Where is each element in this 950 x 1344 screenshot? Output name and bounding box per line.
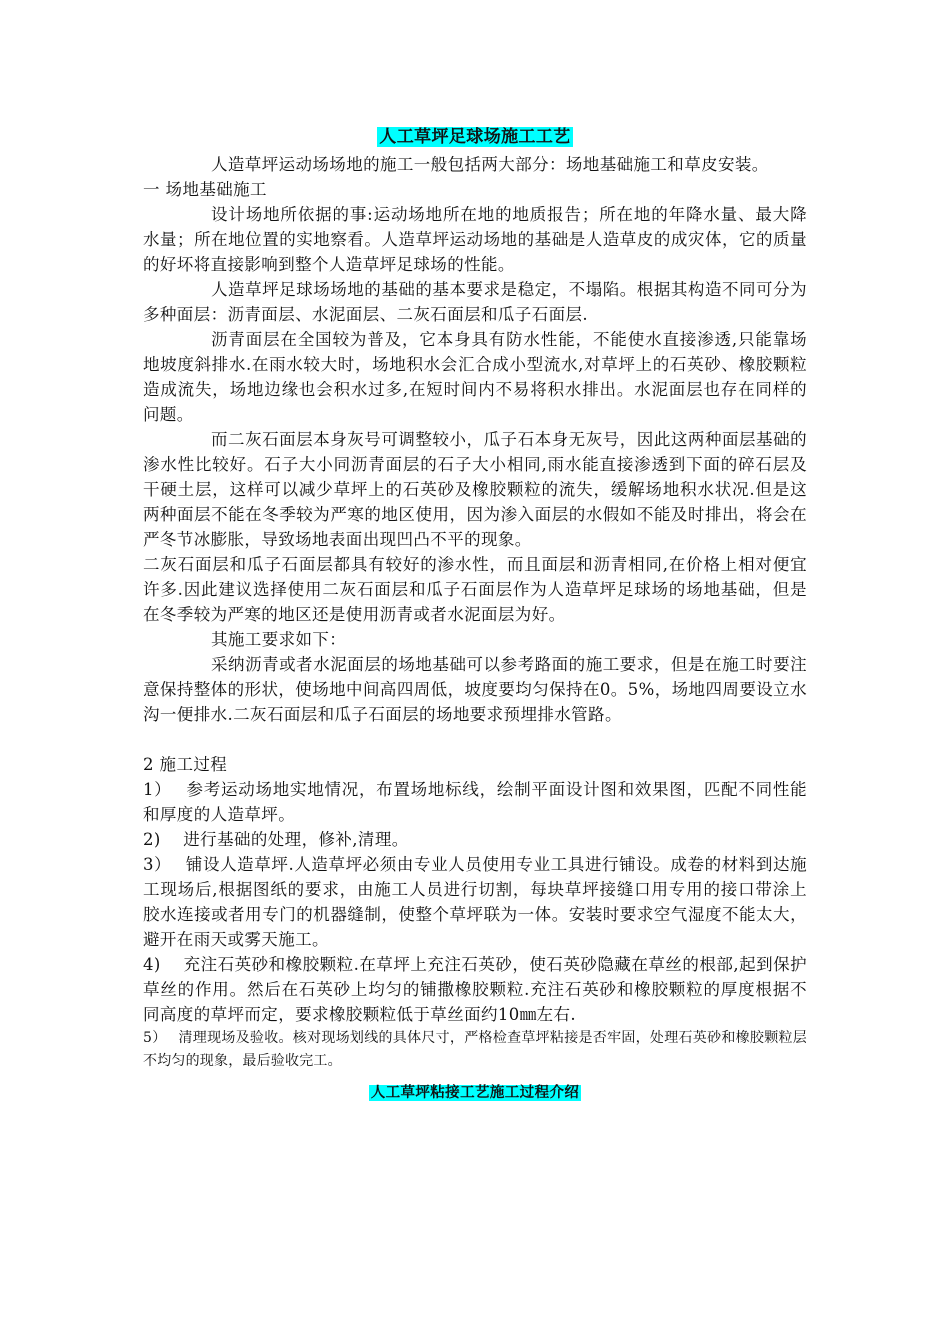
paragraph-site-design: 设计场地所依据的事:运动场地所在地的地质报告；所在地的年降水量、最大降水量；所在地位置的实地察看。人造草坪运动场地的基础是人造草皮的成灾体，它的质量的好坏将直接影响到整个人造草坪足球场的性能。 — [143, 205, 807, 274]
document-page — [143, 124, 807, 1106]
paragraph-lime-gravel-layer: 而二灰石面层本身灰号可调整较小，瓜子石本身无灰号，因此这两种面层基础的渗水性比较好。石子大小同沥青面层的石子大小相同,雨水能直接渗透到下面的碎石层及干硬土层，这样可以减少草坪上的石英砂及橡胶颗粒的流失，缓解场地积水状况.但是这两种面层不能在冬季较为严寒的地区使用，因为渗入面层的水假如不能及时排出，将会在严冬节冰膨胀，导致场地表面出现凹凸不平的现象。 — [143, 430, 807, 549]
subtitle-row — [143, 1079, 807, 1106]
paragraph-base-requirements: 人造草坪足球场场地的基础的基本要求是稳定，不塌陷。根据其构造不同可分为多种面层：沥青面层、水泥面层、二灰石面层和瓜子石面层. — [143, 280, 807, 324]
document-subtitle: 人工草坪粘接工艺施工过程介绍 — [370, 1085, 580, 1101]
step-item: 1） 参考运动场地实地情况，布置场地标线，绘制平面设计图和效果图，匹配不同性能和厚度的人造草坪。 — [143, 780, 807, 824]
section-1-heading: 一 场地基础施工 — [143, 180, 267, 199]
paragraph-requirements-intro: 其施工要求如下： — [211, 630, 347, 649]
step-item: 3） 铺设人造草坪.人造草坪必须由专业人员使用专业工具进行铺设。成卷的材料到达施工现场后,根据图纸的要求，由施工人员进行切割，每块草坪接缝口用专用的接口带涂上胶水连接或者用专门的机器缝制，使整个草坪联为一体。安装时要求空气湿度不能太大，避开在雨天或雾天施工。 — [143, 855, 807, 949]
step-item: 4) 充注石英砂和橡胶颗粒.在草坪上充注石英砂，使石英砂隐藏在草丝的根部,起到保护草丝的作用。然后在石英砂上均匀的铺撒橡胶颗粒.充注石英砂和橡胶颗粒的厚度根据不同高度的草坪而定，要求橡胶颗粒低于草丝面约10㎜左右. — [143, 955, 807, 1024]
section-2-heading: 2 施工过程 — [143, 755, 228, 774]
paragraph-asphalt-layer: 沥青面层在全国较为普及，它本身具有防水性能，不能使水直接渗透,只能靠场地坡度斜排水.在雨水较大时，场地积水会汇合成小型流水,对草坪上的石英砂、橡胶颗粒造成流失，场地边缘也会积水过多,在短时间内不易将积水排出。水泥面层也存在同样的问题。 — [143, 330, 807, 424]
paragraph-requirements: 采纳沥青或者水泥面层的场地基础可以参考路面的施工要求，但是在施工时要注意保持整体的形状，使场地中间高四周低，坡度要均匀保持在0。5%，场地四周要设立水沟一便排水.二灰石面层和瓜子石面层的场地要求预埋排水管路。 — [143, 655, 807, 724]
document-title: 人工草坪足球场施工工艺 — [379, 127, 571, 147]
step-item: 2) 进行基础的处理，修补,清理。 — [143, 830, 409, 849]
step-item: 5） 清理现场及验收。核对现场划线的具体尺寸，严格检查草坪粘接是否牢固，处理石英砂和橡胶颗粒层不均匀的现象，最后验收完工。 — [143, 1030, 807, 1069]
paragraph-recommendation: 二灰石面层和瓜子石面层都具有较好的渗水性，而且面层和沥青相同,在价格上相对便宜许多.因此建议选择使用二灰石面层和瓜子石面层作为人造草坪足球场的场地基础，但是在冬季较为严寒的地区还是使用沥青或者水泥面层为好。 — [143, 555, 807, 624]
blank-line — [143, 727, 807, 752]
intro-paragraph: 人造草坪运动场场地的施工一般包括两大部分：场地基础施工和草皮安装。 — [211, 155, 769, 174]
title-row — [143, 124, 807, 150]
